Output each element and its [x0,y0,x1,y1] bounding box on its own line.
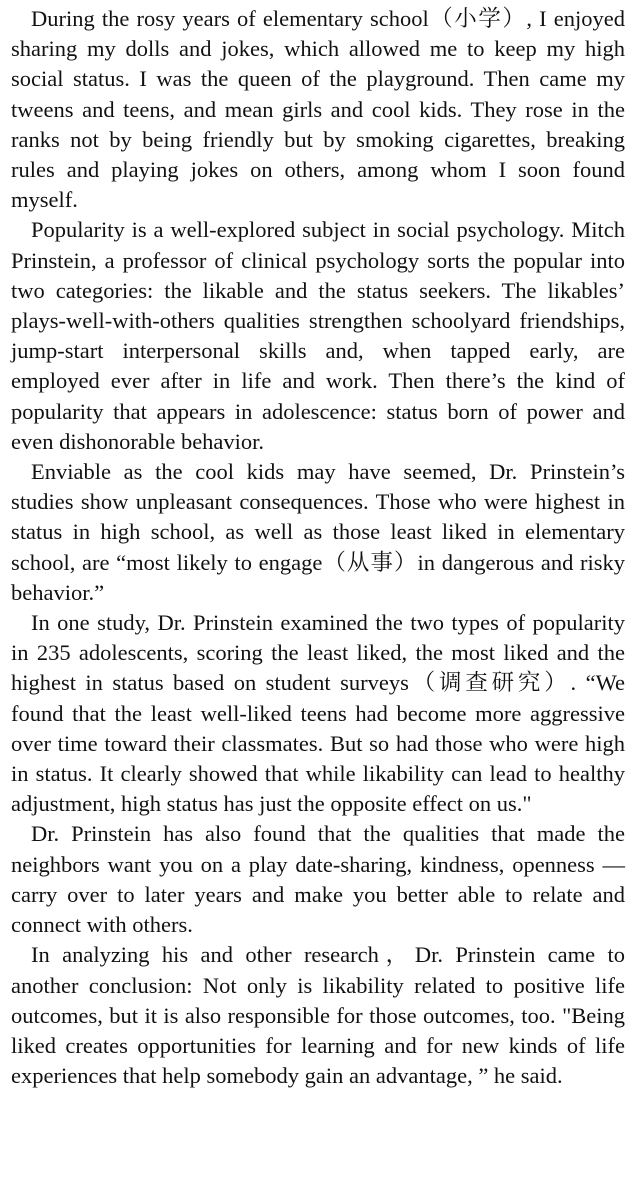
paragraph-popularity-categories: Popularity is a well-explored subject in social psychology. Mitch Prinstein, a professor of clinical psychology sorts the popular into two categories: the likable and the status seekers. The likables’ plays-well-with-others qualities strengthen schoolyard friendships, jump-start interpersonal skills and, when tapped early, are employed ever after in life and work. Then there’s the kind of popularity that appears in adolescence: status born of power and even dishonorable behavior. [11,217,625,454]
paragraph-qualities: Dr. Prinstein has also found that the qualities that made the neighbors want you on a play date-sharing, kindness, openness — carry over to later years and make you better able to relate and connect with others. [11,821,625,938]
paragraph-study: In one study, Dr. Prinstein examined the two types of popularity in 235 adolescents, scoring the least liked, the most liked and the highest in status based on student surveys（调查研究）. “We found that the least well-liked teens had become more aggressive over time toward their classmates. But so had those who were high in status. It clearly showed that while likability can lead to healthy adjustment, high status has just the opposite effect on us." [11,610,625,817]
paragraph-conclusion: In analyzing his and other research，Dr. Prinstein came to another conclusion: Not only is likability related to positive life outcomes, but it is also responsible for those outcomes, too. "Being liked creates opportunities for learning and for new kinds of life experiences that help somebody gain an advantage, ” he said. [11,942,625,1089]
paragraph-elementary-school: During the rosy years of elementary school（小学）, I enjoyed sharing my dolls and jokes, which allowed me to keep my high social status. I was the queen of the playground. Then came my tweens and teens, and mean girls and cool kids. They rose in the ranks not by being friendly but by smoking cigarettes, breaking rules and playing jokes on others, among whom I soon found myself. [11,6,625,213]
paragraph-consequences: Enviable as the cool kids may have seemed, Dr. Prinstein’s studies show unpleasant consequences. Those who were highest in status in high school, as well as those least liked in elementary school, are “most likely to engage（从事）in dangerous and risky behavior.” [11,459,625,605]
